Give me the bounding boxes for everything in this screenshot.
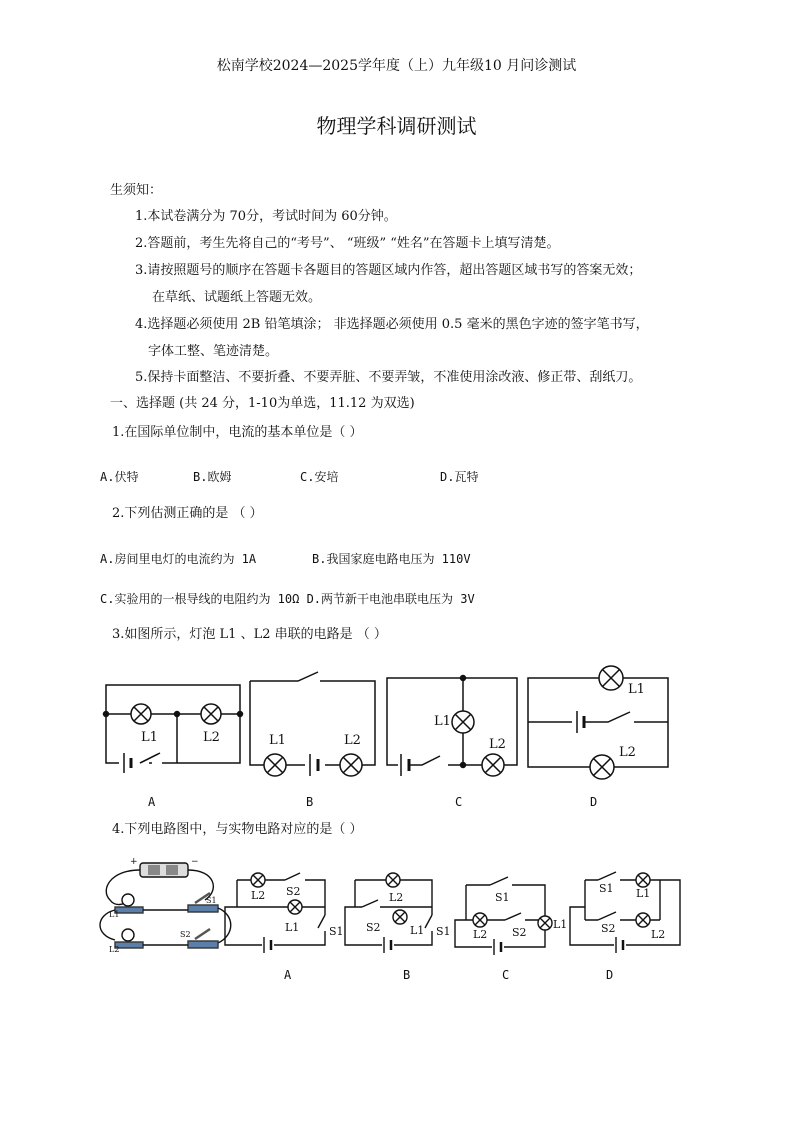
svg-text:S2: S2	[180, 930, 191, 939]
q1-option-c: C.安培	[300, 470, 339, 484]
q4-diagram-b	[345, 873, 437, 953]
q2-option-a: A.房间里电灯的电流约为 1A	[100, 552, 257, 566]
q3-d-lamp2-label: L2	[619, 745, 636, 760]
section-heading: 一、选择题 (共 24 分，1-10为单选，11.12 为双选)	[110, 396, 415, 411]
notice-item-3-cont: 在草纸、试题纸上答题无效。	[152, 290, 322, 305]
q4-d-s1: S1	[599, 882, 614, 895]
q4-label-d: D	[606, 968, 614, 982]
q4-circuits-figure	[0, 855, 793, 965]
svg-text:+: +	[130, 857, 138, 867]
q4-c-s2: S2	[512, 926, 527, 939]
notice-item-4-cont: 字体工整、笔迹清楚。	[148, 344, 279, 359]
q3-label-b: B	[306, 795, 314, 809]
q3-d-lamp1-label: L1	[628, 682, 645, 697]
q1-option-b: B.欧姆	[193, 470, 232, 484]
q3-a-lamp2-label: L2	[203, 730, 220, 745]
q4-a-s1: S1	[329, 925, 344, 938]
svg-text:−: −	[191, 857, 199, 867]
q3-b-lamp2-label: L2	[344, 733, 361, 748]
q4-stem: 4.下列电路图中，与实物电路对应的是（ ）	[112, 822, 363, 837]
q4-label-c: C	[502, 968, 510, 982]
notice-item-1: 1.本试卷满分为 70分，考试时间为 60分钟。	[135, 209, 397, 224]
q1-option-a: A.伏特	[100, 470, 139, 484]
svg-text:L2: L2	[109, 945, 120, 954]
page-title: 物理学科调研测试	[316, 114, 477, 138]
q4-diagram-a	[225, 873, 330, 953]
notice-item-5: 5.保持卡面整洁、不要折叠、不要弄脏、不要弄皱，不准使用涂改液、修正带、刮纸刀。	[135, 370, 642, 385]
q4-d-l2: L2	[651, 928, 666, 941]
q3-b-lamp1-label: L1	[269, 733, 286, 748]
q3-c-lamp2-label: L2	[489, 737, 506, 752]
notice-item-4: 4.选择题必须使用 2B 铅笔填涂； 非选择题必须使用 0.5 毫米的黑色字迹的签字笔书写，	[135, 317, 649, 332]
q2-option-c-d: C.实验用的一根导线的电阻约为 10Ω D.两节新干电池串联电压为 3V	[100, 592, 475, 606]
exam-header: 松南学校2024—2025学年度（上）九年级10 月问诊测试	[216, 58, 577, 74]
q3-circuit-a	[104, 685, 243, 773]
q4-label-b: B	[403, 968, 411, 982]
q3-label-c: C	[455, 795, 463, 809]
q4-physical-circuit	[100, 857, 231, 954]
notice-item-3: 3.请按照题号的顺序在答题卡各题目的答题区域内作答，超出答题区域书写的答案无效；	[135, 263, 642, 278]
q4-b-s2: S2	[366, 921, 381, 934]
q1-stem: 1.在国际单位制中，电流的基本单位是（ ）	[112, 425, 363, 440]
q4-a-l2: L2	[251, 889, 266, 902]
q3-label-a: A	[148, 795, 156, 809]
q4-a-s2: S2	[286, 885, 301, 898]
q3-circuit-b	[250, 672, 375, 776]
q3-circuits-figure	[0, 660, 793, 820]
q1-option-d: D.瓦特	[440, 470, 479, 484]
q4-c-s1: S1	[495, 891, 510, 904]
svg-text:L1: L1	[109, 910, 120, 919]
q2-option-b: B.我国家庭电路电压为 110V	[312, 552, 471, 566]
q4-d-l1: L1	[636, 887, 651, 900]
q3-circuit-d	[528, 666, 668, 779]
q3-stem: 3.如图所示，灯泡 L1 、L2 串联的电路是 （ ）	[112, 627, 387, 642]
q2-stem: 2.下列估测正确的是 （ ）	[112, 506, 263, 521]
q4-a-l1: L1	[285, 921, 300, 934]
q3-c-lamp1-label: L1	[434, 714, 451, 729]
q4-b-l1: L1	[410, 924, 425, 937]
q3-label-d: D	[590, 795, 598, 809]
q3-a-lamp1-label: L1	[141, 730, 158, 745]
q4-c-l2: L2	[473, 928, 488, 941]
q4-b-l2: L2	[389, 891, 404, 904]
notice-item-2: 2.答题前，考生先将自己的“考号”、 “班级” “姓名”在答题卡上填写清楚。	[135, 236, 560, 251]
svg-text:S1: S1	[206, 896, 217, 905]
q4-c-l1: L1	[553, 918, 568, 931]
q4-label-a: A	[284, 968, 292, 982]
q4-diagram-c	[455, 877, 552, 955]
notice-heading: 生须知：	[110, 183, 163, 198]
q4-b-s1: S1	[436, 925, 451, 938]
q3-circuit-c	[387, 676, 517, 777]
q4-d-s2: S2	[601, 922, 616, 935]
